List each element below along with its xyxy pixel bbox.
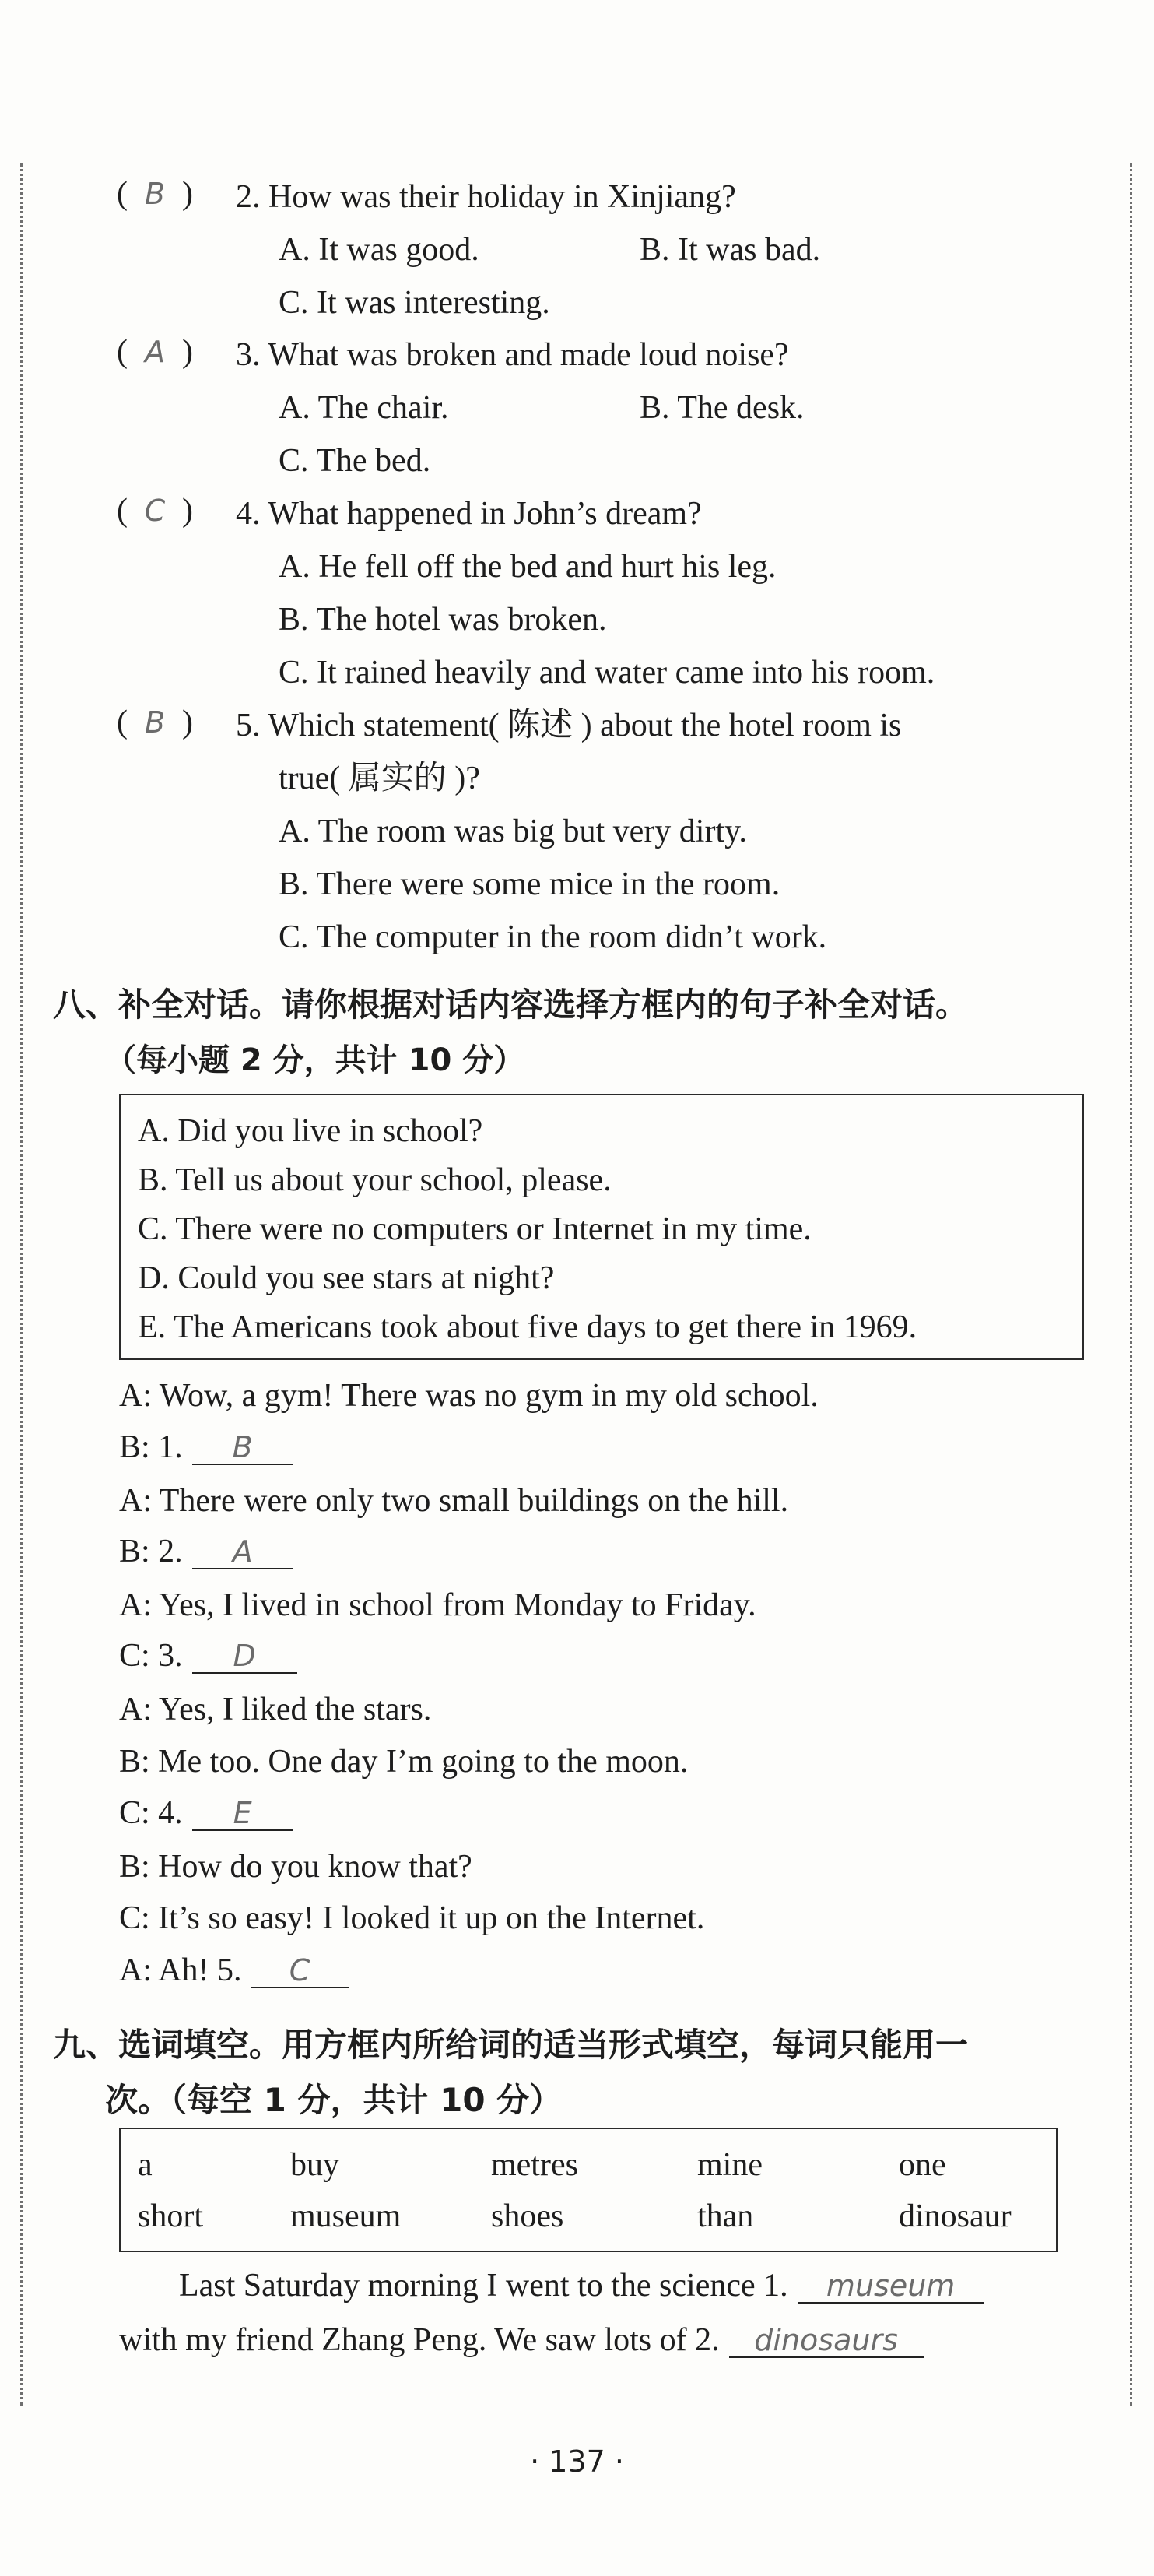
answer-bracket: ( A ) [117, 334, 193, 370]
answer-blank: dinosaurs [729, 2324, 924, 2358]
answer-bracket: ( B ) [117, 705, 193, 740]
dialogue-line: C: It’s so easy! I looked it up on the Internet. [119, 1900, 705, 1936]
left-dotted-margin [20, 163, 23, 2406]
option-a: A. He fell off the bed and hurt his leg. [279, 549, 777, 585]
section-8-score: （每小题 2 分，共计 10 分） [105, 1042, 525, 1078]
word-item: mine [697, 2147, 763, 2183]
answer-bracket: ( B ) [117, 176, 193, 212]
box-option: D. Could you see stars at night? [138, 1260, 555, 1296]
handwritten-answer: A [145, 335, 165, 369]
section-8-option-box [119, 1094, 1084, 1360]
option-b: B. It was bad. [640, 232, 821, 268]
answer-blank: B [192, 1431, 293, 1465]
dialogue-line: A: Ah! 5. C [119, 1954, 349, 1988]
dialogue-line: B: How do you know that? [119, 1849, 472, 1885]
box-option: A. Did you live in school? [138, 1113, 483, 1149]
option-c: C. The computer in the room didn’t work. [279, 919, 827, 955]
handwritten-answer: B [144, 177, 166, 211]
dialogue-line: A: Yes, I liked the stars. [119, 1692, 432, 1727]
dialogue-line: B: 2. A [119, 1535, 293, 1569]
dialogue-line: C: 3. D [119, 1639, 297, 1674]
answer-blank: C [251, 1954, 349, 1988]
answer-bracket: ( C ) [117, 493, 193, 529]
answer-blank: A [192, 1535, 293, 1569]
dialogue-line: B: 1. B [119, 1431, 293, 1465]
section-9-title-line2: 次。（每空 1 分，共计 10 分） [105, 2081, 563, 2119]
word-item: museum [290, 2198, 402, 2234]
page-number: · 137 · [530, 2444, 624, 2479]
dialogue-line: C: 4. E [119, 1797, 293, 1831]
passage-line-2: with my friend Zhang Peng. We saw lots of 2. dinosaurs [119, 2324, 924, 2358]
option-c: C. The bed. [279, 443, 431, 479]
option-b: B. There were some mice in the room. [279, 866, 780, 902]
question-prompt-line1: 5. Which statement( 陈述 ) about the hotel room is [236, 708, 902, 743]
word-item: dinosaur [899, 2198, 1012, 2234]
question-prompt: 2. How was their holiday in Xinjiang? [236, 179, 736, 215]
right-dotted-margin [1130, 163, 1132, 2406]
box-option: C. There were no computers or Internet in my time. [138, 1211, 812, 1247]
option-b: B. The hotel was broken. [279, 602, 607, 638]
section-8-title: 八、补全对话。请你根据对话内容选择方框内的句子补全对话。 [53, 986, 969, 1024]
word-item: a [138, 2147, 153, 2183]
question-prompt: 4. What happened in John’s dream? [236, 496, 702, 532]
answer-blank: E [192, 1797, 293, 1831]
word-item: short [138, 2198, 203, 2234]
option-b: B. The desk. [640, 390, 805, 426]
option-c: C. It was interesting. [279, 285, 550, 321]
option-a: A. The chair. [279, 390, 449, 426]
passage-line-1: Last Saturday morning I went to the science 1. museum [179, 2269, 984, 2304]
word-item: one [899, 2147, 946, 2183]
word-item: metres [491, 2147, 578, 2183]
option-c: C. It rained heavily and water came into his room. [279, 655, 935, 691]
question-prompt-line2: true( 属实的 )? [279, 761, 480, 796]
dialogue-line: A: Wow, a gym! There was no gym in my old school. [119, 1378, 819, 1414]
dialogue-line: A: There were only two small buildings on the hill. [119, 1483, 789, 1519]
option-a: A. It was good. [279, 232, 479, 268]
dialogue-line: A: Yes, I lived in school from Monday to Friday. [119, 1587, 756, 1623]
word-item: shoes [491, 2198, 564, 2234]
word-item: than [697, 2198, 754, 2234]
section-9-word-box [119, 2128, 1058, 2252]
answer-blank: museum [798, 2269, 984, 2304]
option-a: A. The room was big but very dirty. [279, 814, 747, 849]
box-option: B. Tell us about your school, please. [138, 1162, 612, 1198]
handwritten-answer: B [144, 705, 166, 740]
section-9-title-line1: 九、选词填空。用方框内所给词的适当形式填空，每词只能用一 [53, 2026, 969, 2064]
answer-blank: D [192, 1639, 297, 1674]
box-option: E. The Americans took about five days to get there in 1969. [138, 1309, 917, 1345]
question-prompt: 3. What was broken and made loud noise? [236, 337, 789, 373]
dialogue-line: B: Me too. One day I’m going to the moon. [119, 1744, 689, 1780]
word-item: buy [290, 2147, 339, 2183]
handwritten-answer: C [144, 494, 166, 528]
